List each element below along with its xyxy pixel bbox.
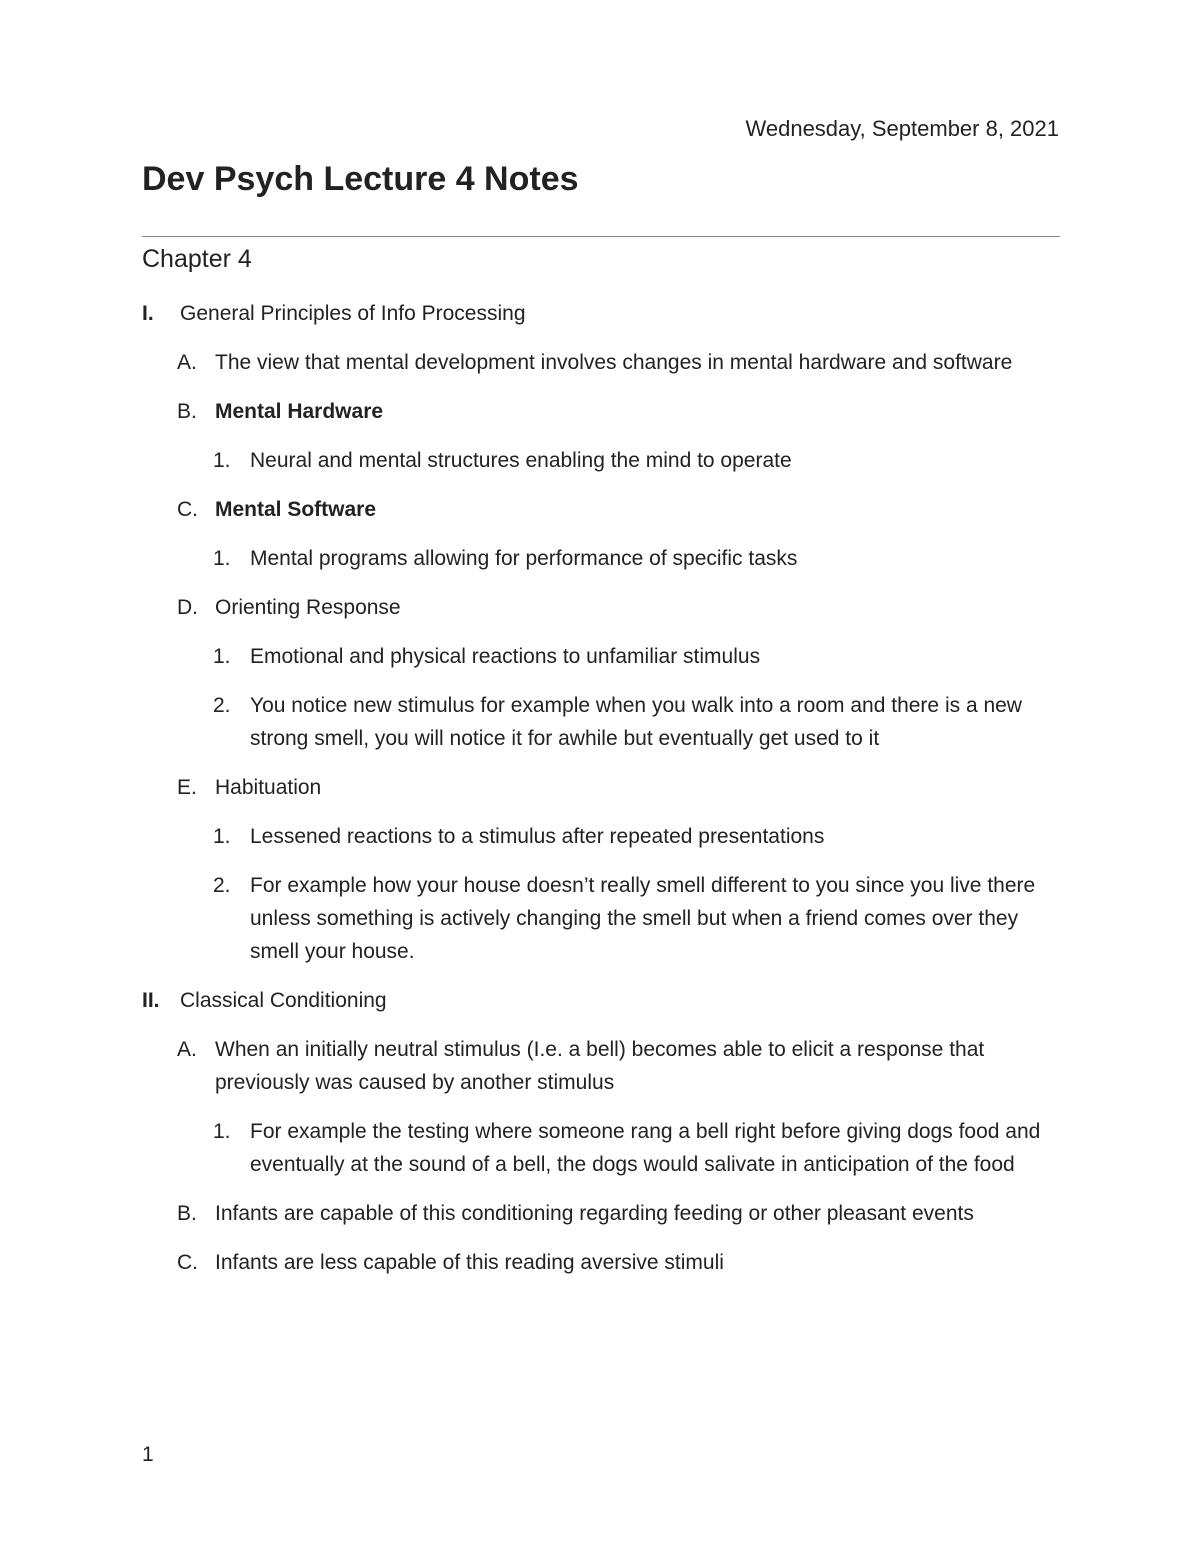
outline-subitem-text: Lessened reactions to a stimulus after repeated presentations — [250, 825, 825, 848]
outline-subitem-text: Emotional and physical reactions to unfamiliar stimulus — [250, 645, 761, 668]
outline-item — [142, 1197, 1060, 1230]
outline-section-label: II. — [142, 989, 160, 1012]
outline-subitem-label: 1. — [213, 547, 231, 570]
outline-subitem-text: Neural and mental structures enabling the mind to operate — [250, 449, 792, 472]
outline-subitem — [142, 640, 1060, 673]
outline-item-text: Orienting Response — [215, 596, 401, 619]
document-title: Dev Psych Lecture 4 Notes — [142, 160, 579, 198]
document-date: Wednesday, September 8, 2021 — [745, 116, 1059, 141]
notes-outline — [142, 297, 1060, 1295]
outline-section — [142, 984, 1060, 1017]
outline-item-label: A. — [177, 351, 197, 374]
outline-section-text: Classical Conditioning — [180, 989, 387, 1012]
outline-item-label: E. — [177, 776, 197, 799]
outline-subitem — [142, 444, 1060, 477]
chapter-heading: Chapter 4 — [142, 245, 252, 273]
outline-subitem-label: 2. — [213, 874, 231, 897]
outline-section — [142, 297, 1060, 330]
outline-item — [142, 591, 1060, 624]
outline-item — [142, 1033, 1060, 1099]
outline-item — [142, 1246, 1060, 1279]
outline-subitem-label: 1. — [213, 1120, 231, 1143]
outline-subitem-text: For example the testing where someone rang a bell right before giving dogs food and eventually at the sound of a bell, the dogs would salivate in anticipation of the food — [250, 1120, 1041, 1176]
outline-subitem — [142, 869, 1060, 968]
outline-section-label: I. — [142, 302, 154, 325]
outline-item-label: B. — [177, 1202, 197, 1225]
outline-item-text: When an initially neutral stimulus (I.e. a bell) becomes able to elicit a response that previously was caused by another stimulus — [215, 1038, 985, 1094]
outline-subitem-label: 1. — [213, 825, 231, 848]
outline-item — [142, 771, 1060, 804]
outline-item — [142, 493, 1060, 526]
outline-subitem-label: 1. — [213, 449, 231, 472]
page-number: 1 — [142, 1443, 154, 1466]
outline-subitem-text: For example how your house doesn’t really smell different to you since you live there unless something is actively changing the smell but when a friend comes over they smell your house. — [250, 874, 1036, 963]
outline-subitem — [142, 542, 1060, 575]
outline-item-label: D. — [177, 596, 198, 619]
title-divider — [142, 236, 1060, 237]
outline-item-text: Infants are less capable of this reading aversive stimuli — [215, 1251, 724, 1274]
outline-item-label: B. — [177, 400, 197, 423]
outline-item — [142, 346, 1060, 379]
outline-item — [142, 395, 1060, 428]
outline-subitem-label: 2. — [213, 694, 231, 717]
outline-section-text: General Principles of Info Processing — [180, 302, 526, 325]
outline-item-text: The view that mental development involves changes in mental hardware and software — [215, 351, 1013, 374]
outline-subitem-text: Mental programs allowing for performance of specific tasks — [250, 547, 798, 570]
outline-item-text: Infants are capable of this conditioning regarding feeding or other pleasant events — [215, 1202, 974, 1225]
outline-subitem — [142, 820, 1060, 853]
outline-subitem-text: You notice new stimulus for example when you walk into a room and there is a new strong smell, you will notice it for awhile but eventually get used to it — [250, 694, 1022, 750]
outline-item-label: A. — [177, 1038, 197, 1061]
outline-item-text: Mental Hardware — [215, 400, 384, 423]
outline-subitem — [142, 1115, 1060, 1181]
outline-item-text: Mental Software — [215, 498, 377, 521]
outline-subitem — [142, 689, 1060, 755]
outline-item-label: C. — [177, 498, 198, 521]
outline-subitem-label: 1. — [213, 645, 231, 668]
outline-item-text: Habituation — [215, 776, 322, 799]
outline-item-label: C. — [177, 1251, 198, 1274]
